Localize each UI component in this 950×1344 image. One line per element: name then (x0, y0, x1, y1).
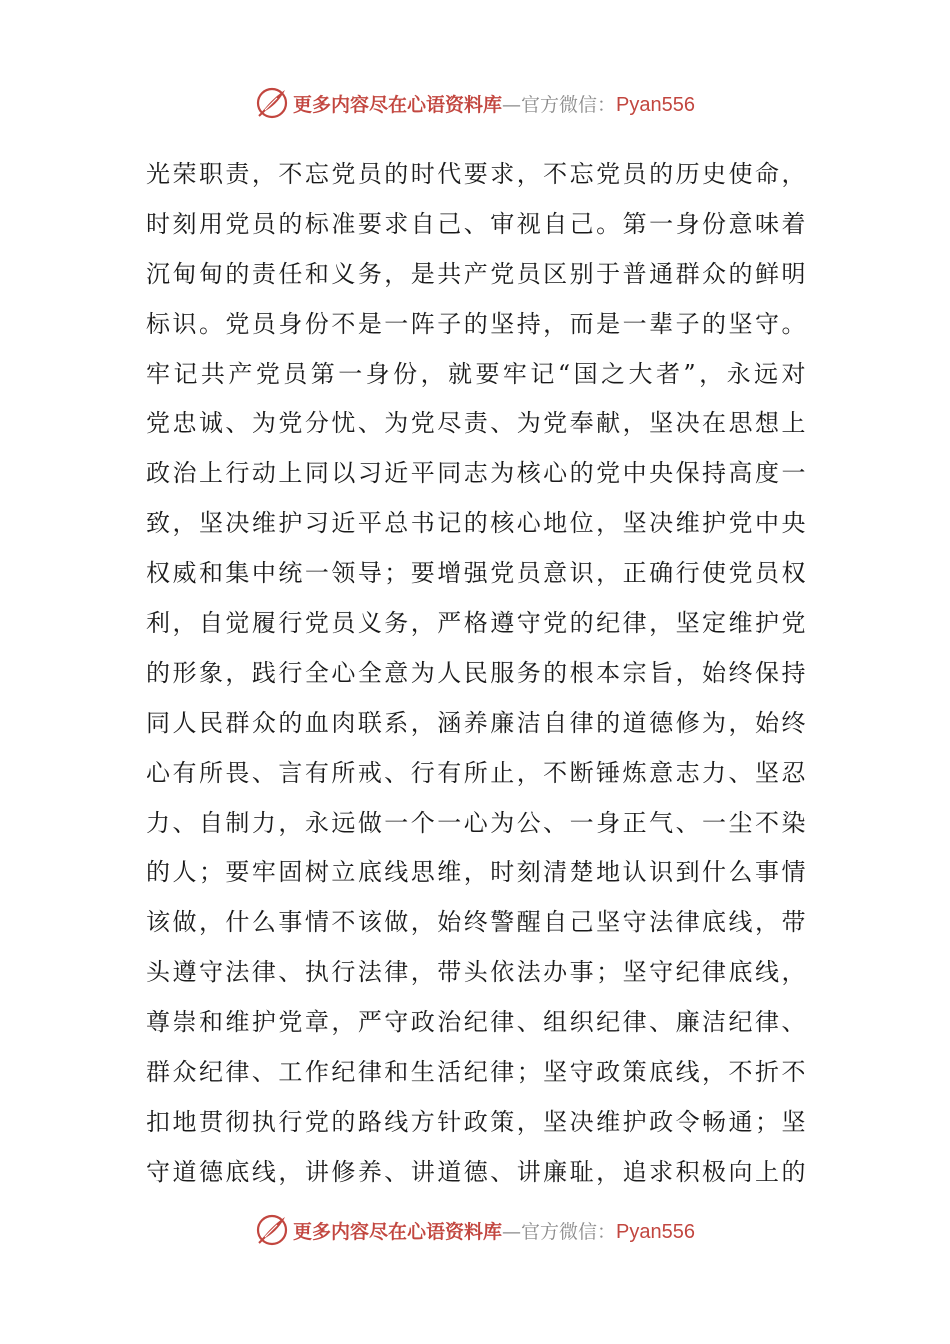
wechat-label: 官方微信： (521, 93, 617, 116)
paragraph-line: 尊崇和维护党章，严守政治纪律、组织纪律、廉洁纪律、 (146, 1008, 806, 1037)
paragraph-line: 利，自觉履行党员义务，严格遵守党的纪律，坚定维护党 (146, 609, 806, 638)
paragraph-line: 致，坚决维护习近平总书记的核心地位，坚决维护党中央 (146, 509, 806, 538)
document-body (146, 150, 806, 1198)
brand-text: 更多内容尽在心语资料库 (293, 93, 503, 116)
paragraph-line: 沉甸甸的责任和义务，是共产党员区别于普通群众的鲜明 (146, 259, 806, 288)
paragraph-line: 的人；要牢固树立底线思维，时刻清楚地认识到什么事情 (146, 858, 806, 887)
paragraph-line: 党忠诚、为党分忧、为党尽责、为党奉献，坚决在思想上 (146, 409, 806, 438)
paragraph-line: 群众纪律、工作纪律和生活纪律；坚守政策底线，不折不 (146, 1058, 806, 1087)
paragraph-line: 头遵守法律、执行法律，带头依法办事；坚守纪律底线， (146, 958, 806, 987)
paragraph-line: 守道德底线，讲修养、讲道德、讲廉耻，追求积极向上的 (146, 1157, 806, 1186)
brand-text: 更多内容尽在心语资料库 (293, 1220, 503, 1243)
quill-pen-icon (255, 1213, 289, 1247)
paragraph-line: 该做，什么事情不该做，始终警醒自己坚守法律底线，带 (146, 908, 806, 937)
paragraph-line: 光荣职责，不忘党员的时代要求，不忘党员的历史使命， (146, 160, 806, 188)
paragraph-line: 牢记共产党员第一身份，就要牢记“国之大者”，永远对 (146, 359, 806, 388)
paragraph-line: 标识。党员身份不是一阵子的坚持，而是一辈子的坚守。 (146, 309, 806, 338)
wechat-label: 官方微信： (521, 1220, 617, 1243)
paragraph-line: 同人民群众的血肉联系，涵养廉洁自律的道德修为，始终 (146, 708, 806, 737)
header-banner (0, 83, 950, 123)
paragraph-line: 政治上行动上同以习近平同志为核心的党中央保持高度一 (146, 459, 806, 488)
wechat-id: Pyan556 (616, 93, 695, 116)
brand-separator: — (502, 1220, 522, 1243)
paragraph-line: 时刻用党员的标准要求自己、审视自己。第一身份意味着 (146, 209, 806, 238)
paragraph-line: 心有所畏、言有所戒、行有所止，不断锤炼意志力、坚忍 (146, 758, 806, 787)
paragraph-line: 的形象，践行全心全意为人民服务的根本宗旨，始终保持 (146, 658, 806, 687)
footer-banner (0, 1210, 950, 1250)
paragraph-line: 力、自制力，永远做一个一心为公、一身正气、一尘不染 (146, 808, 806, 837)
paragraph-line: 权威和集中统一领导；要增强党员意识，正确行使党员权 (146, 559, 806, 588)
quill-pen-icon (255, 86, 289, 120)
paragraph-line: 扣地贯彻执行党的路线方针政策，坚决维护政令畅通；坚 (146, 1107, 806, 1136)
brand-separator: — (502, 93, 522, 116)
wechat-id: Pyan556 (616, 1220, 695, 1243)
